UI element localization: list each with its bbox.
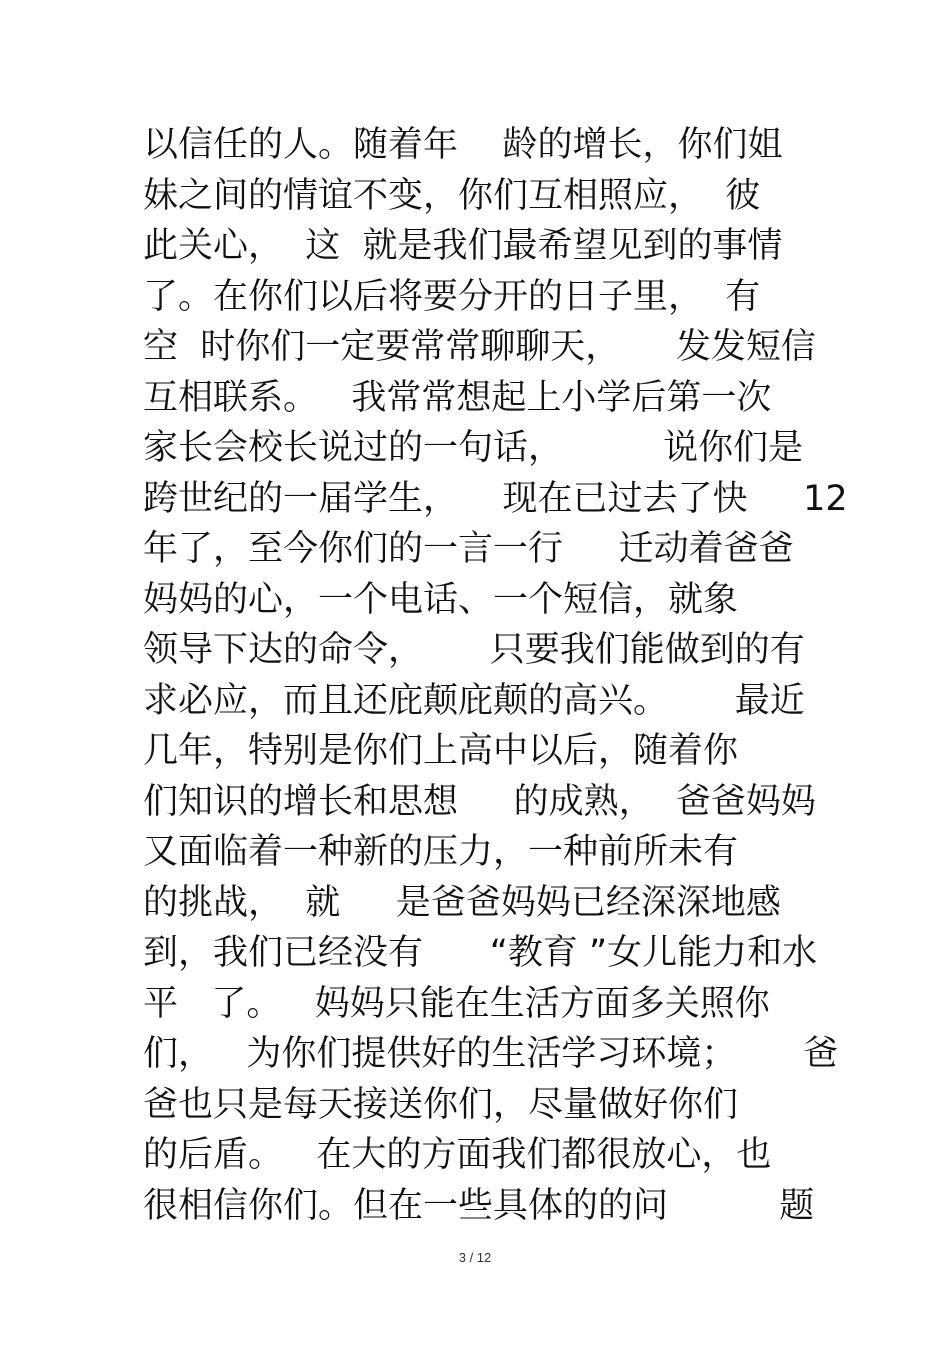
text-line: 空 时你们一定要常常聊聊天， 发发短信 — [143, 327, 816, 367]
text-line: 妈妈的心，一个电话、一个短信，就象 — [143, 579, 739, 620]
text-line: 求必应，而且还庇颠庇颠的高兴。 最近 — [143, 680, 805, 721]
text-line: 妹之间的情谊不变，你们互相照应， 彼 — [143, 175, 761, 216]
text-line: 互相联系。 我常常想起上小学后第一次 — [143, 377, 772, 418]
text-line: 很相信你们。但在一些具体的的问 题 — [143, 1185, 815, 1226]
text-line: 爸也只是每天接送你们，尽量做好你们 — [143, 1084, 739, 1125]
text-line: 家长会校长说过的一句话， 说你们是 — [143, 428, 804, 468]
text-line: 到，我们已经没有 “教育 ”女儿能力和水 — [143, 933, 818, 973]
text-line: 此关心， 这 就是我们最希望见到的事情 — [143, 226, 783, 266]
page-number: 3 / 12 — [458, 1250, 492, 1265]
text-line: 跨世纪的一届学生， 现在已过去了快 12 — [143, 478, 848, 519]
text-line: 以信任的人。随着年 龄的增长，你们姐 — [143, 125, 783, 165]
text-line: 几年，特别是你们上高中以后，随着你 — [143, 731, 739, 771]
text-line: 的挑战， 就 是爸爸妈妈已经深深地感 — [143, 882, 781, 923]
text-line: 的后盾。 在大的方面我们都很放心，也 — [143, 1135, 772, 1175]
body-text — [143, 120, 848, 1231]
text-line: 们， 为你们提供好的生活学习环境； 爸 — [143, 1034, 839, 1074]
text-line: 年了，至今你们的一言一行 迁动着爸爸 — [143, 529, 794, 569]
text-line: 了。在你们以后将要分开的日子里， 有 — [143, 276, 761, 317]
text-line: 们知识的增长和思想 的成熟， 爸爸妈妈 — [143, 781, 816, 822]
text-line: 领导下达的命令， 只要我们能做到的有 — [143, 630, 805, 670]
text-line: 又面临着一种新的压力，一种前所未有 — [143, 832, 739, 872]
text-line: 平 了。 妈妈只能在生活方面多关照你 — [143, 983, 770, 1024]
